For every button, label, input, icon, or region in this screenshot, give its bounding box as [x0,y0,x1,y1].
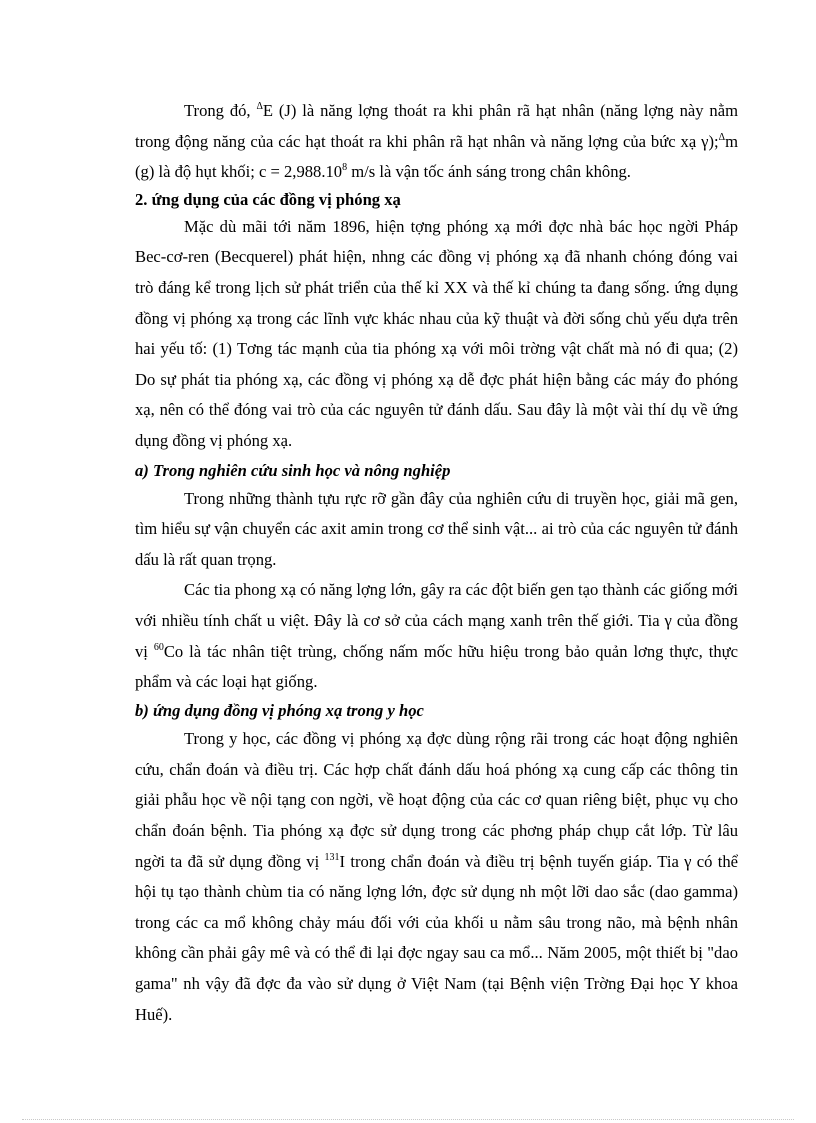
subheading-medicine: b) ứng dụng đồng vị phóng xạ trong y học [135,700,424,720]
paragraph-genetics: Trong những thành tựu rực rỡ gần đây của nghiên cứu di truyền học, giải mã gen, tìm hiểu sự vận chuyển các axit amin trong cơ thể sinh vật... ai trò của các nguyên tử đánh dấu là rất quan trọng. [135,488,738,569]
paragraph-applications-intro: Mặc dù mãi tới năm 1896, hiện tợng phóng xạ mới đợc nhà bác học ngời Pháp Bec-cơ-ren (Becquerel) phát hiện, nhng các đồng vị phóng xạ đã nhanh chóng đóng vai trò đáng kể trong lịch sử phát triển của thế kỉ XX và thế kỉ chúng ta đang sống. ứng dụng đồng vị phóng xạ trong các lĩnh vực khác nhau của kỹ thuật và đời sống chủ yếu dựa trên hai yếu tố: (1) Tơng tác mạnh của tia phóng xạ với môi trờng vật chất mà nó đi qua; (2) Do sự phát tia phóng xạ, các đồng vị phóng xạ dễ đợc phát hiện bằng các máy đo phóng xạ, nên có thể đóng vai trò của các nguyên tử đánh dấu. Sau đây là một vài thí dụ về ứng dụng đồng vị phóng xạ. [135,216,738,450]
page-bottom-divider [22,1119,794,1120]
section-heading-applications: 2. ứng dụng của các đồng vị phóng xạ [135,189,401,209]
delta-symbol: Δ [256,101,263,112]
delta-symbol: Δ [718,131,726,143]
paragraph-mutation: Các tia phong xạ có năng lợng lớn, gây ra các đột biến gen tạo thành các giống mới với nhiều tính chất u việt. Đây là cơ sở của cách mạng xanh trên thế giới. Tia γ của đồng vị $^{60}$Co là tác nhân tiệt trùng, chống nấm mốc hữu hiệu trong bảo quản lơng thực, thực phẩm và các loại hạt giống. [135,580,738,692]
isotope-mass-number: 60 [153,641,164,653]
paragraph-medicine: Trong y học, các đồng vị phóng xạ đợc dùng rộng rãi trong các hoạt động nghiên cứu, chẩn đoán và điều trị. Các hợp chất đánh dấu hoá phóng xạ cung cấp các thông tin giải phẫu học về nội tạng con ngời, về hoạt động của các cơ quan riêng biệt, phục vụ cho chẩn đoán bệnh. Tia phóng xạ đợc sử dụng trong các phơng pháp chụp cắt lớp. Từ lâu ngời ta đã sử dụng đồng vị $^{131}$I trong chẩn đoán và điều trị bệnh tuyến giáp. Tia γ có thể hội tụ tạo thành chùm tia có năng lợng lớn, đợc sử dụng nh một lỡi dao sắc (dao gamma) trong các ca mổ không chảy máu đối với của khối u nằm sâu trong não, mà bệnh nhân không cần phải gây mê và có thể đi lại đợc ngay sau ca mổ... Năm 2005, một thiết bị "dao gama" nh vậy đã đợc đa vào sử dụng ở Việt Nam (tại Bệnh viện Trờng Đại học Y khoa Huế). [135,729,739,1024]
document-page [135,96,738,1030]
isotope-mass-number: 131 [324,851,340,863]
exponent: 8 [342,162,348,174]
subheading-biology-agriculture: a) Trong nghiên cứu sinh học và nông nghiệp [135,460,451,480]
paragraph-energy-definition: Trong đó, $^\Delta$E (J) là năng lợng thoát ra khi phân rã hạt nhân (năng lợng này nằm trong động năng của các hạt thoát ra khi phân rã hạt nhân và năng lợng của bức xạ γ);$^\Delta$m (g) là độ hụt khối; $c = 2,988.10^8$ m/s là vận tốc ánh sáng trong chân không. [135,101,738,182]
